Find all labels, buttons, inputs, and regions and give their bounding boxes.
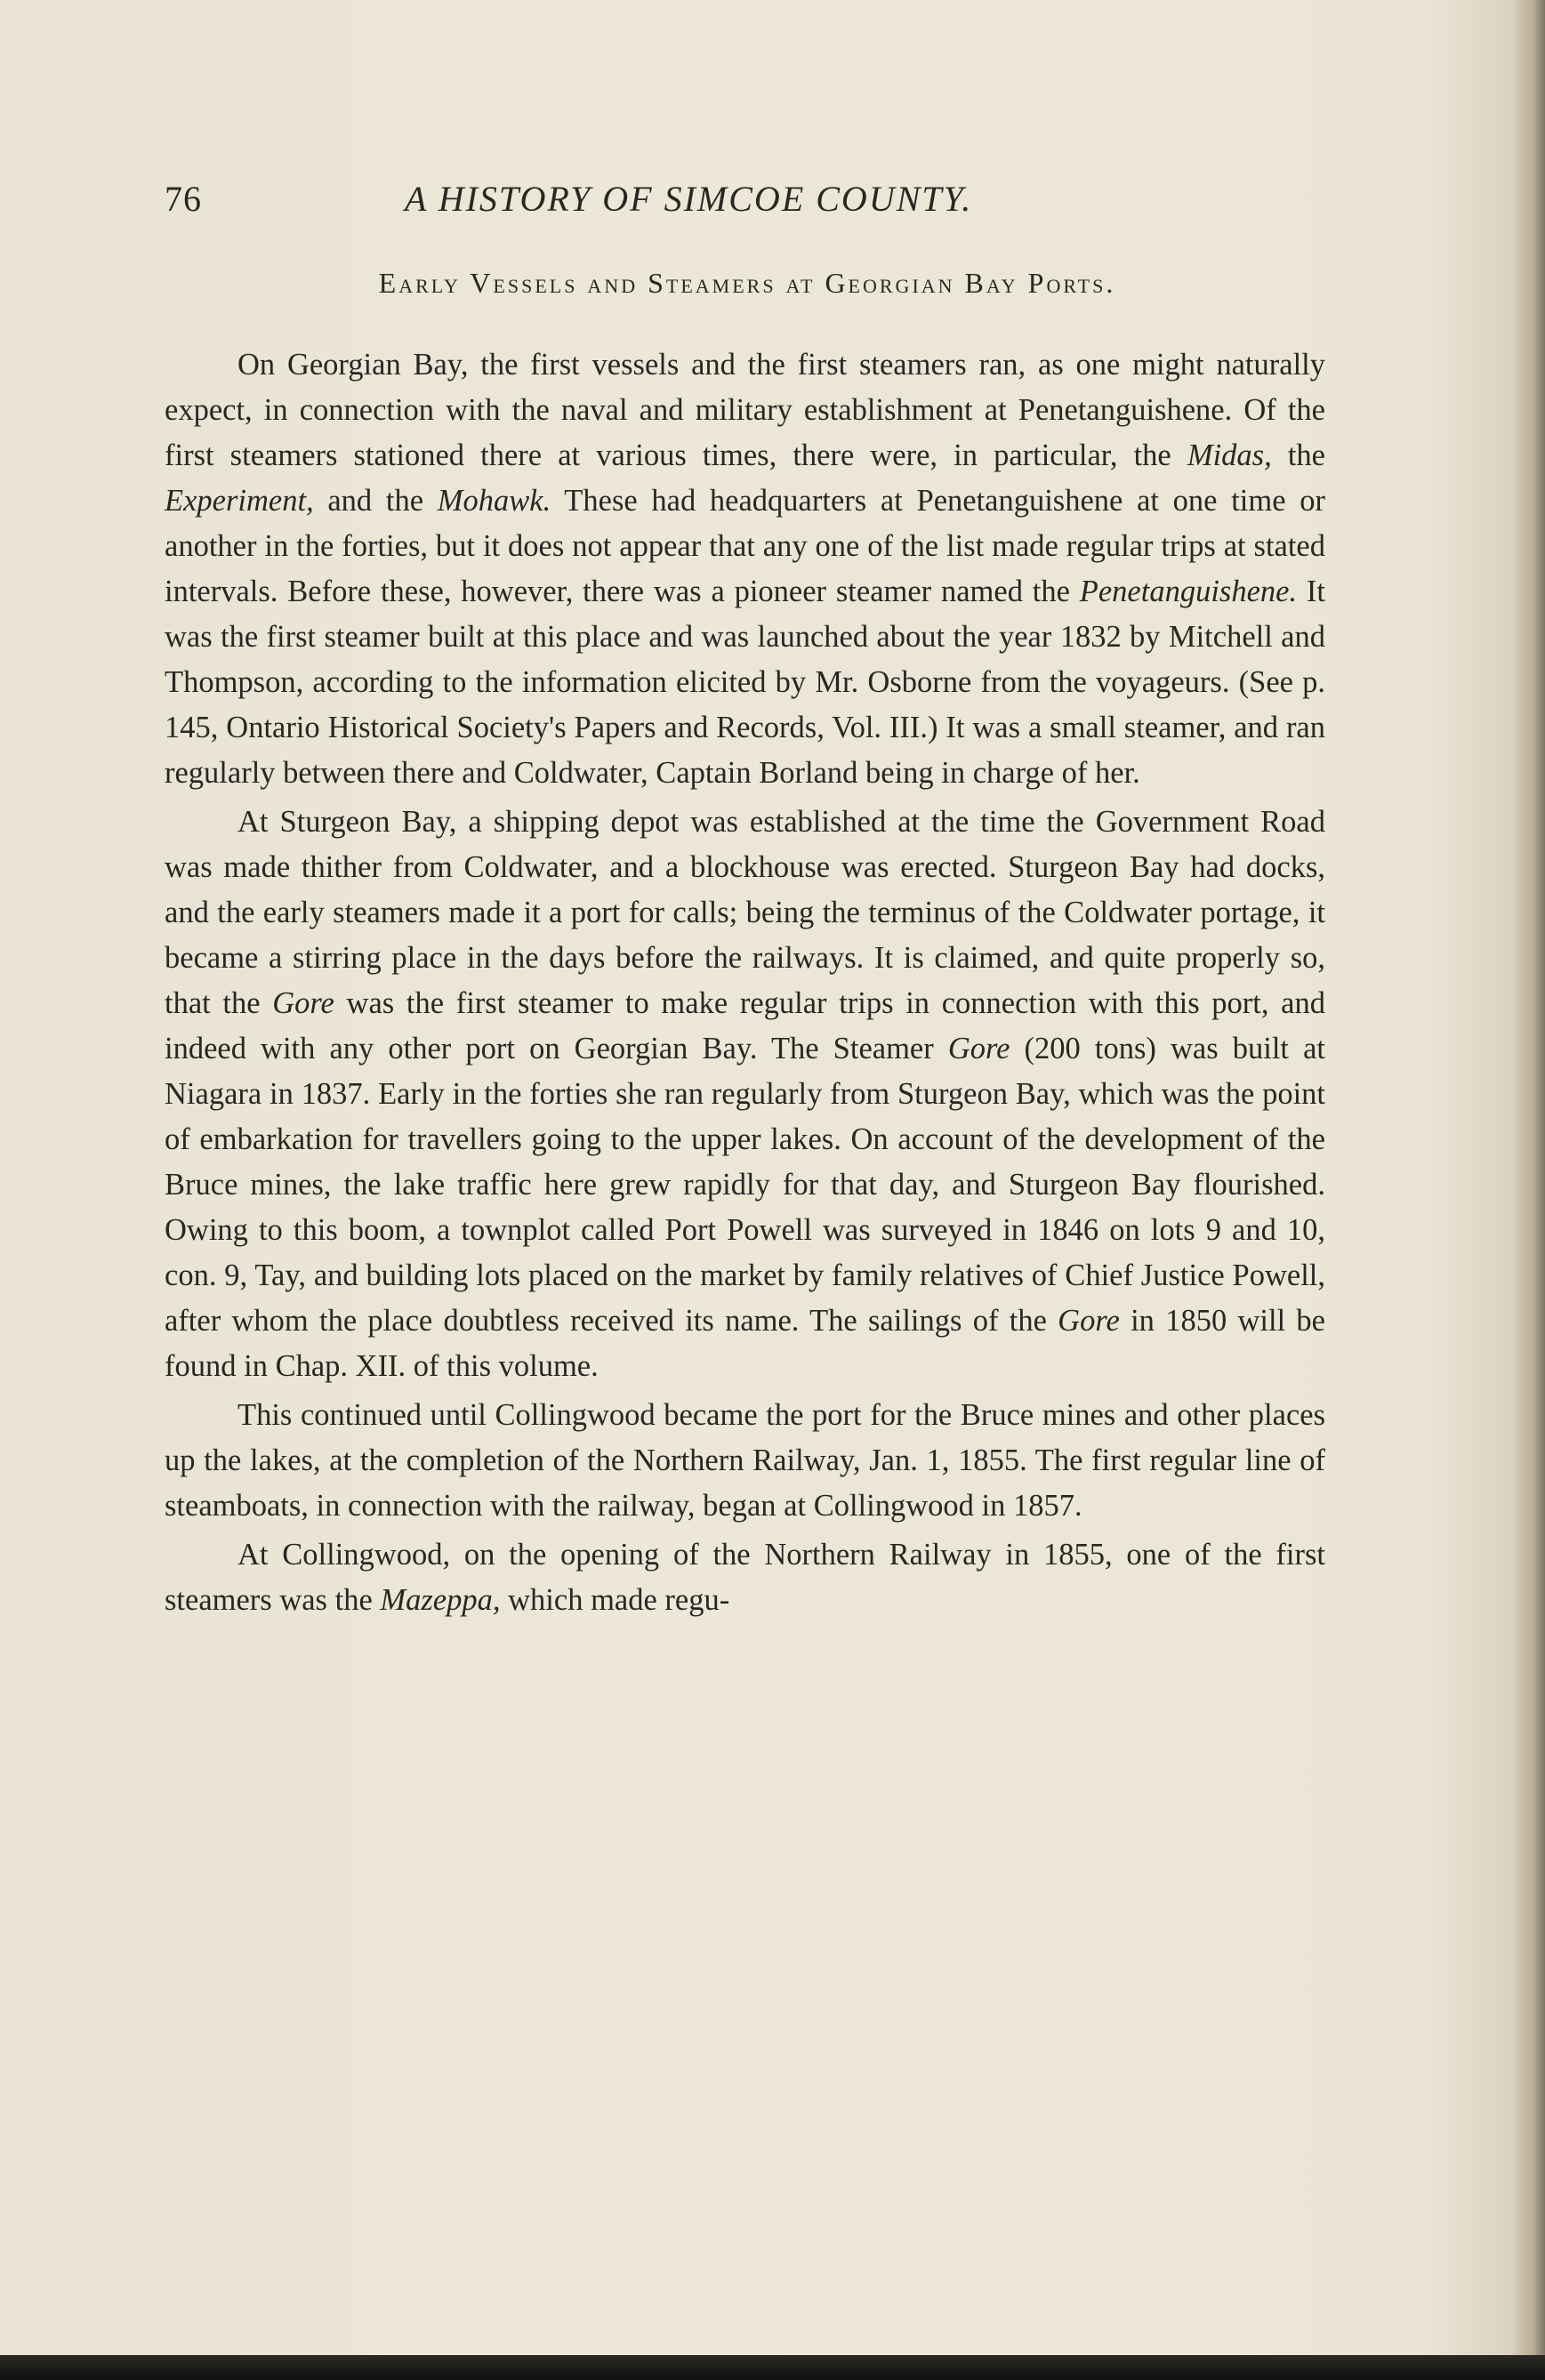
italic-text-run: Mazeppa, [380,1583,501,1617]
text-run: was the first steamer to make regular trips in connection with this port, and indeed with any other port on Georgian Bay. The Steamer [165,986,1325,1065]
text-run: which made regu- [500,1583,730,1617]
body-text [165,342,1325,1627]
page-header [165,178,1356,231]
paragraph [165,342,1325,796]
paragraph [165,1393,1325,1529]
text-run: the [1271,438,1325,472]
paragraph [165,800,1325,1389]
page-number: 76 [165,179,202,219]
text-run: and the [313,484,438,518]
paragraph [165,1532,1325,1623]
italic-text-run: Gore [272,986,334,1020]
text-run: (200 tons) was built at Niagara in 1837. Early in the forties she ran regularly from Sturgeon Bay, which was the point of embarkation for travellers going to the upper lakes. On account of the development of the Bruce mines, the lake traffic here grew rapidly for that day, and Sturgeon Bay flourished. Owing to this boom, a townplot called Port Powell was surveyed in 1846 on lots 9 and 10, con. 9, Tay, and building lots placed on the market by family relatives of Chief Justice Powell, after whom the place doubtless received its name. The sailings of the [165,1032,1325,1338]
scan-bottom-edge [0,2355,1545,2380]
text-run: This continued until Collingwood became the port for the Bruce mines and other places up the lakes, at the completion of the Northern Railway, Jan. 1, 1855. The first regular line of steamboats, in connection with the railway, began at Collingwood in 1857. [165,1398,1325,1523]
running-head: A HISTORY OF SIMCOE COUNTY. [405,179,973,219]
text-run: At Sturgeon Bay, a shipping depot was established at the time the Government Road was made thither from Coldwater, and a blockhouse was erected. Sturgeon Bay had docks, and the early steamers made it a port for calls; being the terminus of the Coldwater portage, it became a stirring place in the days before the railways. It is claimed, and quite properly so, that the [165,805,1325,1020]
book-gutter [1515,0,1545,2380]
text-run: These had headquarters at Penetanguishene at one time or another in the forties, but it does not appear that any one of the list made regular trips at stated intervals. Before these, however, there was a pioneer steamer named the [165,484,1325,608]
italic-text-run: Midas, [1187,438,1272,472]
text-run: At Collingwood, on the opening of the Northern Railway in 1855, one of the first steamers was the [165,1538,1325,1617]
section-title: Early Vessels and Steamers at Georgian Bay Ports. [378,267,1116,299]
text-run: in 1850 will be found in Chap. XII. of this volume. [165,1304,1325,1383]
italic-text-run: Experiment, [165,484,314,518]
italic-text-run: Mohawk. [437,484,551,518]
text-run: It was the first steamer built at this place and was launched about the year 1832 by Mitchell and Thompson, according to the information elicited by Mr. Osborne from the voyageurs. (See p. 145, Ontario Historical Society's Papers and Records, Vol. III.) It was a small steamer, and ran regularly between there and Coldwater, Captain Borland being in charge of her. [165,575,1325,790]
text-run: On Georgian Bay, the first vessels and the first steamers ran, as one might naturally expect, in connection with the naval and military establishment at Penetanguishene. Of the first steamers stationed there at various times, there were, in particular, the [165,348,1325,472]
italic-text-run: Gore [947,1032,1010,1065]
italic-text-run: Penetanguishene. [1079,575,1298,608]
italic-text-run: Gore [1058,1304,1120,1338]
